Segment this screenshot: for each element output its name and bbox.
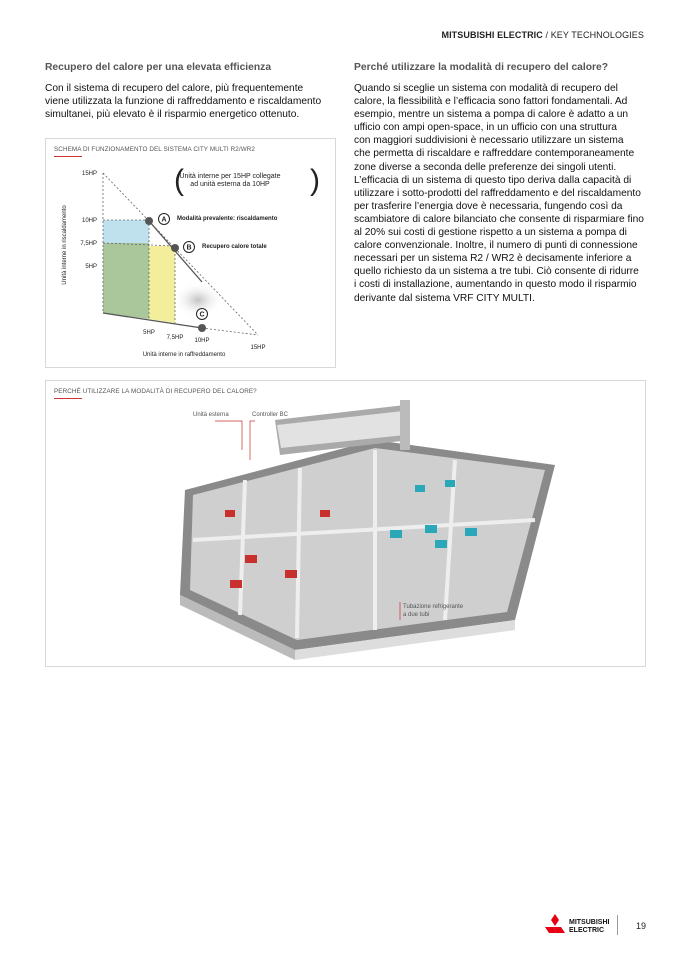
paragraph-line: al 20% sui costi di gestione rispetto a un sistema a pompa di	[354, 227, 627, 239]
paragraph-line: ufficio con ampi open-space, in un ufficio con una struttura	[354, 122, 617, 134]
svg-text:A: A	[161, 216, 167, 224]
svg-text:a due tubi: a due tubi	[403, 612, 430, 618]
right-heading: Perché utilizzare la modalità di recupero del calore?	[354, 62, 609, 73]
svg-text:(: (	[174, 164, 184, 197]
svg-text:5HP: 5HP	[85, 264, 97, 270]
paragraph-line: quello richiesto da un sistema a tre tubi. Ciò consente di ridurre	[354, 266, 639, 278]
left-paragraph: Con il sistema di recupero del calore, più frequentemente viene utilizzata la funzione di raffreddamento e riscaldamento simultanei, più elevato è il risparmio energetico ottenuto.	[45, 83, 322, 121]
paragraph-line: i costi di installazione, aumentando in questo modo il risparmio	[354, 279, 637, 291]
paragraph-line: zone diverse a seconda delle preferenze dei singoli utenti.	[354, 161, 617, 173]
paragraph-line: necessari per un sistema R2 / WR2 è decisamente inferiore a	[354, 253, 632, 265]
paragraph-line: utilizzare i sotto-prodotti del raffreddamento e del riscaldamento	[354, 187, 641, 199]
svg-text:Recupero calore totale: Recupero calore totale	[202, 244, 267, 250]
paragraph-line: scambiatore di calore bilanciato che consente di risparmiare fino	[354, 213, 644, 225]
svg-text:5HP: 5HP	[143, 330, 155, 336]
svg-text:10HP: 10HP	[81, 218, 97, 224]
point-c-dot	[198, 324, 206, 332]
svg-text:C: C	[199, 311, 205, 319]
svg-text:): )	[310, 164, 320, 197]
svg-text:ELECTRIC: ELECTRIC	[569, 927, 604, 934]
yellow-area	[149, 246, 175, 323]
paragraph-line: Quando si sceglie un sistema con modalità di recupero del	[354, 83, 618, 94]
svg-text:MITSUBISHI: MITSUBISHI	[569, 919, 610, 926]
heat-recovery-diagram	[0, 0, 678, 400]
paragraph-line: derivante dal sistema VRF CITY MULTI.	[354, 292, 535, 304]
building-illustration	[45, 380, 645, 666]
svg-text:15HP: 15HP	[81, 171, 97, 177]
label-controller-bc: Controller BC	[252, 412, 289, 418]
paragraph-line: L’efficacia di un sistema di questo tipo deriva dalla capacità di	[354, 174, 632, 186]
svg-text:7,5HP: 7,5HP	[166, 335, 184, 341]
svg-text:Unità interne per 15HP collega: Unità interne per 15HP collegate	[179, 173, 281, 180]
svg-text:Unità interne in riscaldamento: Unità interne in riscaldamento	[62, 205, 68, 285]
footer-divider	[617, 915, 618, 935]
blue-area	[103, 220, 149, 243]
paragraph-line: calore convenzionale. Inoltre, il numero di punti di connessione	[354, 240, 638, 252]
paragraph-line: che permetta di riscaldare e raffreddare contemporaneamente	[354, 148, 635, 160]
left-heading: Recupero del calore per una elevata efficienza	[45, 62, 272, 73]
svg-text:Unità interne in raffreddament: Unità interne in raffreddamento	[142, 352, 226, 358]
label-outdoor-unit: Unità esterna	[193, 412, 229, 418]
mitsubishi-logo	[545, 914, 615, 941]
svg-text:Modalità prevalente: riscaldam: Modalità prevalente: riscaldamento	[177, 216, 278, 222]
point-a-dot	[145, 217, 153, 225]
svg-text:15HP: 15HP	[250, 345, 266, 351]
page-number: 19	[636, 921, 647, 931]
svg-text:B: B	[186, 244, 192, 252]
diagram-caption: SCHEMA DI FUNZIONAMENTO DEL SISTEMA CITY MULTI R2/WR2	[54, 146, 255, 153]
svg-text:10HP: 10HP	[194, 338, 210, 344]
paragraph-line: per trasferire l’energia dove è necessaria, fungendo così da	[354, 200, 623, 212]
paragraph-line: con maggiori suddivisioni è necessario utilizzare un sistema	[354, 135, 624, 147]
paragraph-line: calore, la flessibilità e l’efficacia sono fattori fondamentali. Ad	[354, 96, 628, 108]
paragraph-line: esempio, mentre un sistema a pompa di calore è adatto a un	[354, 109, 629, 121]
svg-text:ad unità esterna da 10HP: ad unità esterna da 10HP	[190, 181, 270, 188]
svg-text:7,5HP: 7,5HP	[80, 241, 97, 247]
label-pipe: Tubazione refrigerante	[403, 604, 464, 610]
point-b-dot	[171, 244, 179, 252]
page-header: MITSUBISHI ELECTRIC / KEY TECHNOLOGIES	[441, 30, 644, 40]
building-caption: PERCHÉ UTILIZZARE LA MODALITÀ DI RECUPERO DEL CALORE?	[54, 388, 257, 395]
green-area	[103, 243, 149, 319]
